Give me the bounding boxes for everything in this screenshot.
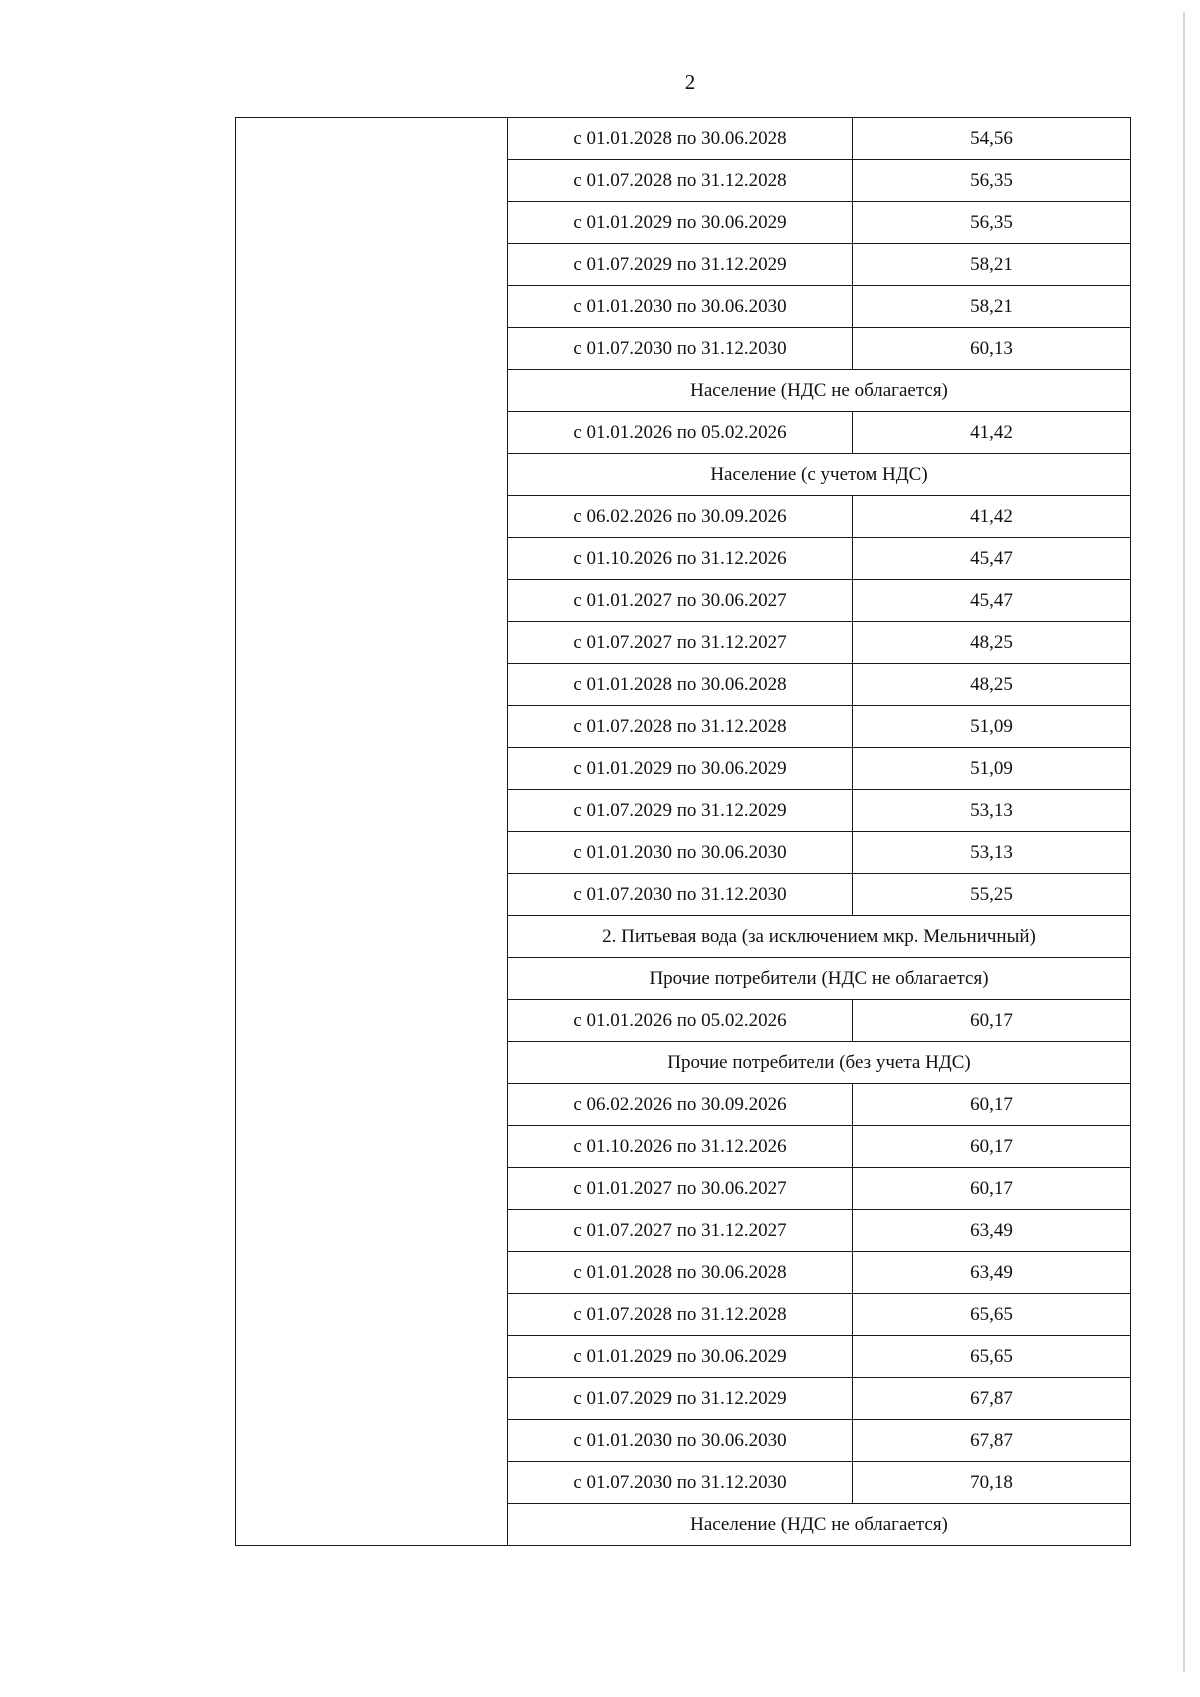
period-cell: с 01.01.2029 по 30.06.2029 [508, 202, 853, 244]
period-cell: с 01.01.2027 по 30.06.2027 [508, 1168, 853, 1210]
tariff-value-cell: 63,49 [853, 1252, 1131, 1294]
tariff-value-cell: 54,56 [853, 118, 1131, 160]
tariff-value-cell: 60,13 [853, 328, 1131, 370]
tariff-value-cell: 45,47 [853, 538, 1131, 580]
tariff-value-cell: 53,13 [853, 790, 1131, 832]
merged-left-cell [236, 118, 508, 1546]
page-number: 2 [684, 70, 696, 94]
period-cell: с 06.02.2026 по 30.09.2026 [508, 1084, 853, 1126]
period-cell: с 01.01.2027 по 30.06.2027 [508, 580, 853, 622]
period-cell: с 01.07.2027 по 31.12.2027 [508, 622, 853, 664]
section-header-cell: 2. Питьевая вода (за исключением мкр. Мельничный) [508, 916, 1131, 958]
period-cell: с 06.02.2026 по 30.09.2026 [508, 496, 853, 538]
section-header-cell: Прочие потребители (без учета НДС) [508, 1042, 1131, 1084]
tariff-value-cell: 58,21 [853, 244, 1131, 286]
scan-edge-line [1183, 12, 1185, 1672]
tariff-value-cell: 41,42 [853, 412, 1131, 454]
tariff-value-cell: 67,87 [853, 1378, 1131, 1420]
period-cell: с 01.01.2029 по 30.06.2029 [508, 748, 853, 790]
tariff-value-cell: 48,25 [853, 664, 1131, 706]
period-cell: с 01.10.2026 по 31.12.2026 [508, 538, 853, 580]
period-cell: с 01.07.2029 по 31.12.2029 [508, 790, 853, 832]
tariff-value-cell: 53,13 [853, 832, 1131, 874]
period-cell: с 01.01.2028 по 30.06.2028 [508, 664, 853, 706]
tariff-value-cell: 45,47 [853, 580, 1131, 622]
tariff-value-cell: 55,25 [853, 874, 1131, 916]
tariff-value-cell: 56,35 [853, 202, 1131, 244]
period-cell: с 01.07.2030 по 31.12.2030 [508, 874, 853, 916]
tariff-value-cell: 58,21 [853, 286, 1131, 328]
tariff-value-cell: 65,65 [853, 1294, 1131, 1336]
tariff-table-body [236, 118, 1131, 1546]
period-cell: с 01.01.2028 по 30.06.2028 [508, 118, 853, 160]
tariff-value-cell: 70,18 [853, 1462, 1131, 1504]
tariff-value-cell: 41,42 [853, 496, 1131, 538]
period-cell: с 01.01.2030 по 30.06.2030 [508, 1420, 853, 1462]
period-cell: с 01.01.2026 по 05.02.2026 [508, 412, 853, 454]
tariff-value-cell: 56,35 [853, 160, 1131, 202]
period-cell: с 01.07.2030 по 31.12.2030 [508, 1462, 853, 1504]
tariff-value-cell: 67,87 [853, 1420, 1131, 1462]
section-header-cell: Прочие потребители (НДС не облагается) [508, 958, 1131, 1000]
tariff-value-cell: 60,17 [853, 1126, 1131, 1168]
section-header-cell: Население (НДС не облагается) [508, 1504, 1131, 1546]
period-cell: с 01.10.2026 по 31.12.2026 [508, 1126, 853, 1168]
tariff-value-cell: 51,09 [853, 706, 1131, 748]
period-cell: с 01.01.2030 по 30.06.2030 [508, 286, 853, 328]
period-cell: с 01.01.2028 по 30.06.2028 [508, 1252, 853, 1294]
period-cell: с 01.07.2028 по 31.12.2028 [508, 1294, 853, 1336]
tariff-value-cell: 63,49 [853, 1210, 1131, 1252]
tariff-value-cell: 65,65 [853, 1336, 1131, 1378]
period-cell: с 01.01.2029 по 30.06.2029 [508, 1336, 853, 1378]
section-header-cell: Население (НДС не облагается) [508, 370, 1131, 412]
period-cell: с 01.07.2028 по 31.12.2028 [508, 706, 853, 748]
tariff-value-cell: 60,17 [853, 1000, 1131, 1042]
section-header-cell: Население (с учетом НДС) [508, 454, 1131, 496]
period-cell: с 01.07.2027 по 31.12.2027 [508, 1210, 853, 1252]
tariff-value-cell: 60,17 [853, 1168, 1131, 1210]
period-cell: с 01.07.2029 по 31.12.2029 [508, 244, 853, 286]
tariff-value-cell: 51,09 [853, 748, 1131, 790]
period-cell: с 01.07.2029 по 31.12.2029 [508, 1378, 853, 1420]
tariff-value-cell: 60,17 [853, 1084, 1131, 1126]
tariff-value-cell: 48,25 [853, 622, 1131, 664]
period-cell: с 01.07.2030 по 31.12.2030 [508, 328, 853, 370]
tariff-table [235, 117, 1131, 1546]
period-cell: с 01.01.2026 по 05.02.2026 [508, 1000, 853, 1042]
table-row [236, 118, 1131, 160]
period-cell: с 01.01.2030 по 30.06.2030 [508, 832, 853, 874]
period-cell: с 01.07.2028 по 31.12.2028 [508, 160, 853, 202]
